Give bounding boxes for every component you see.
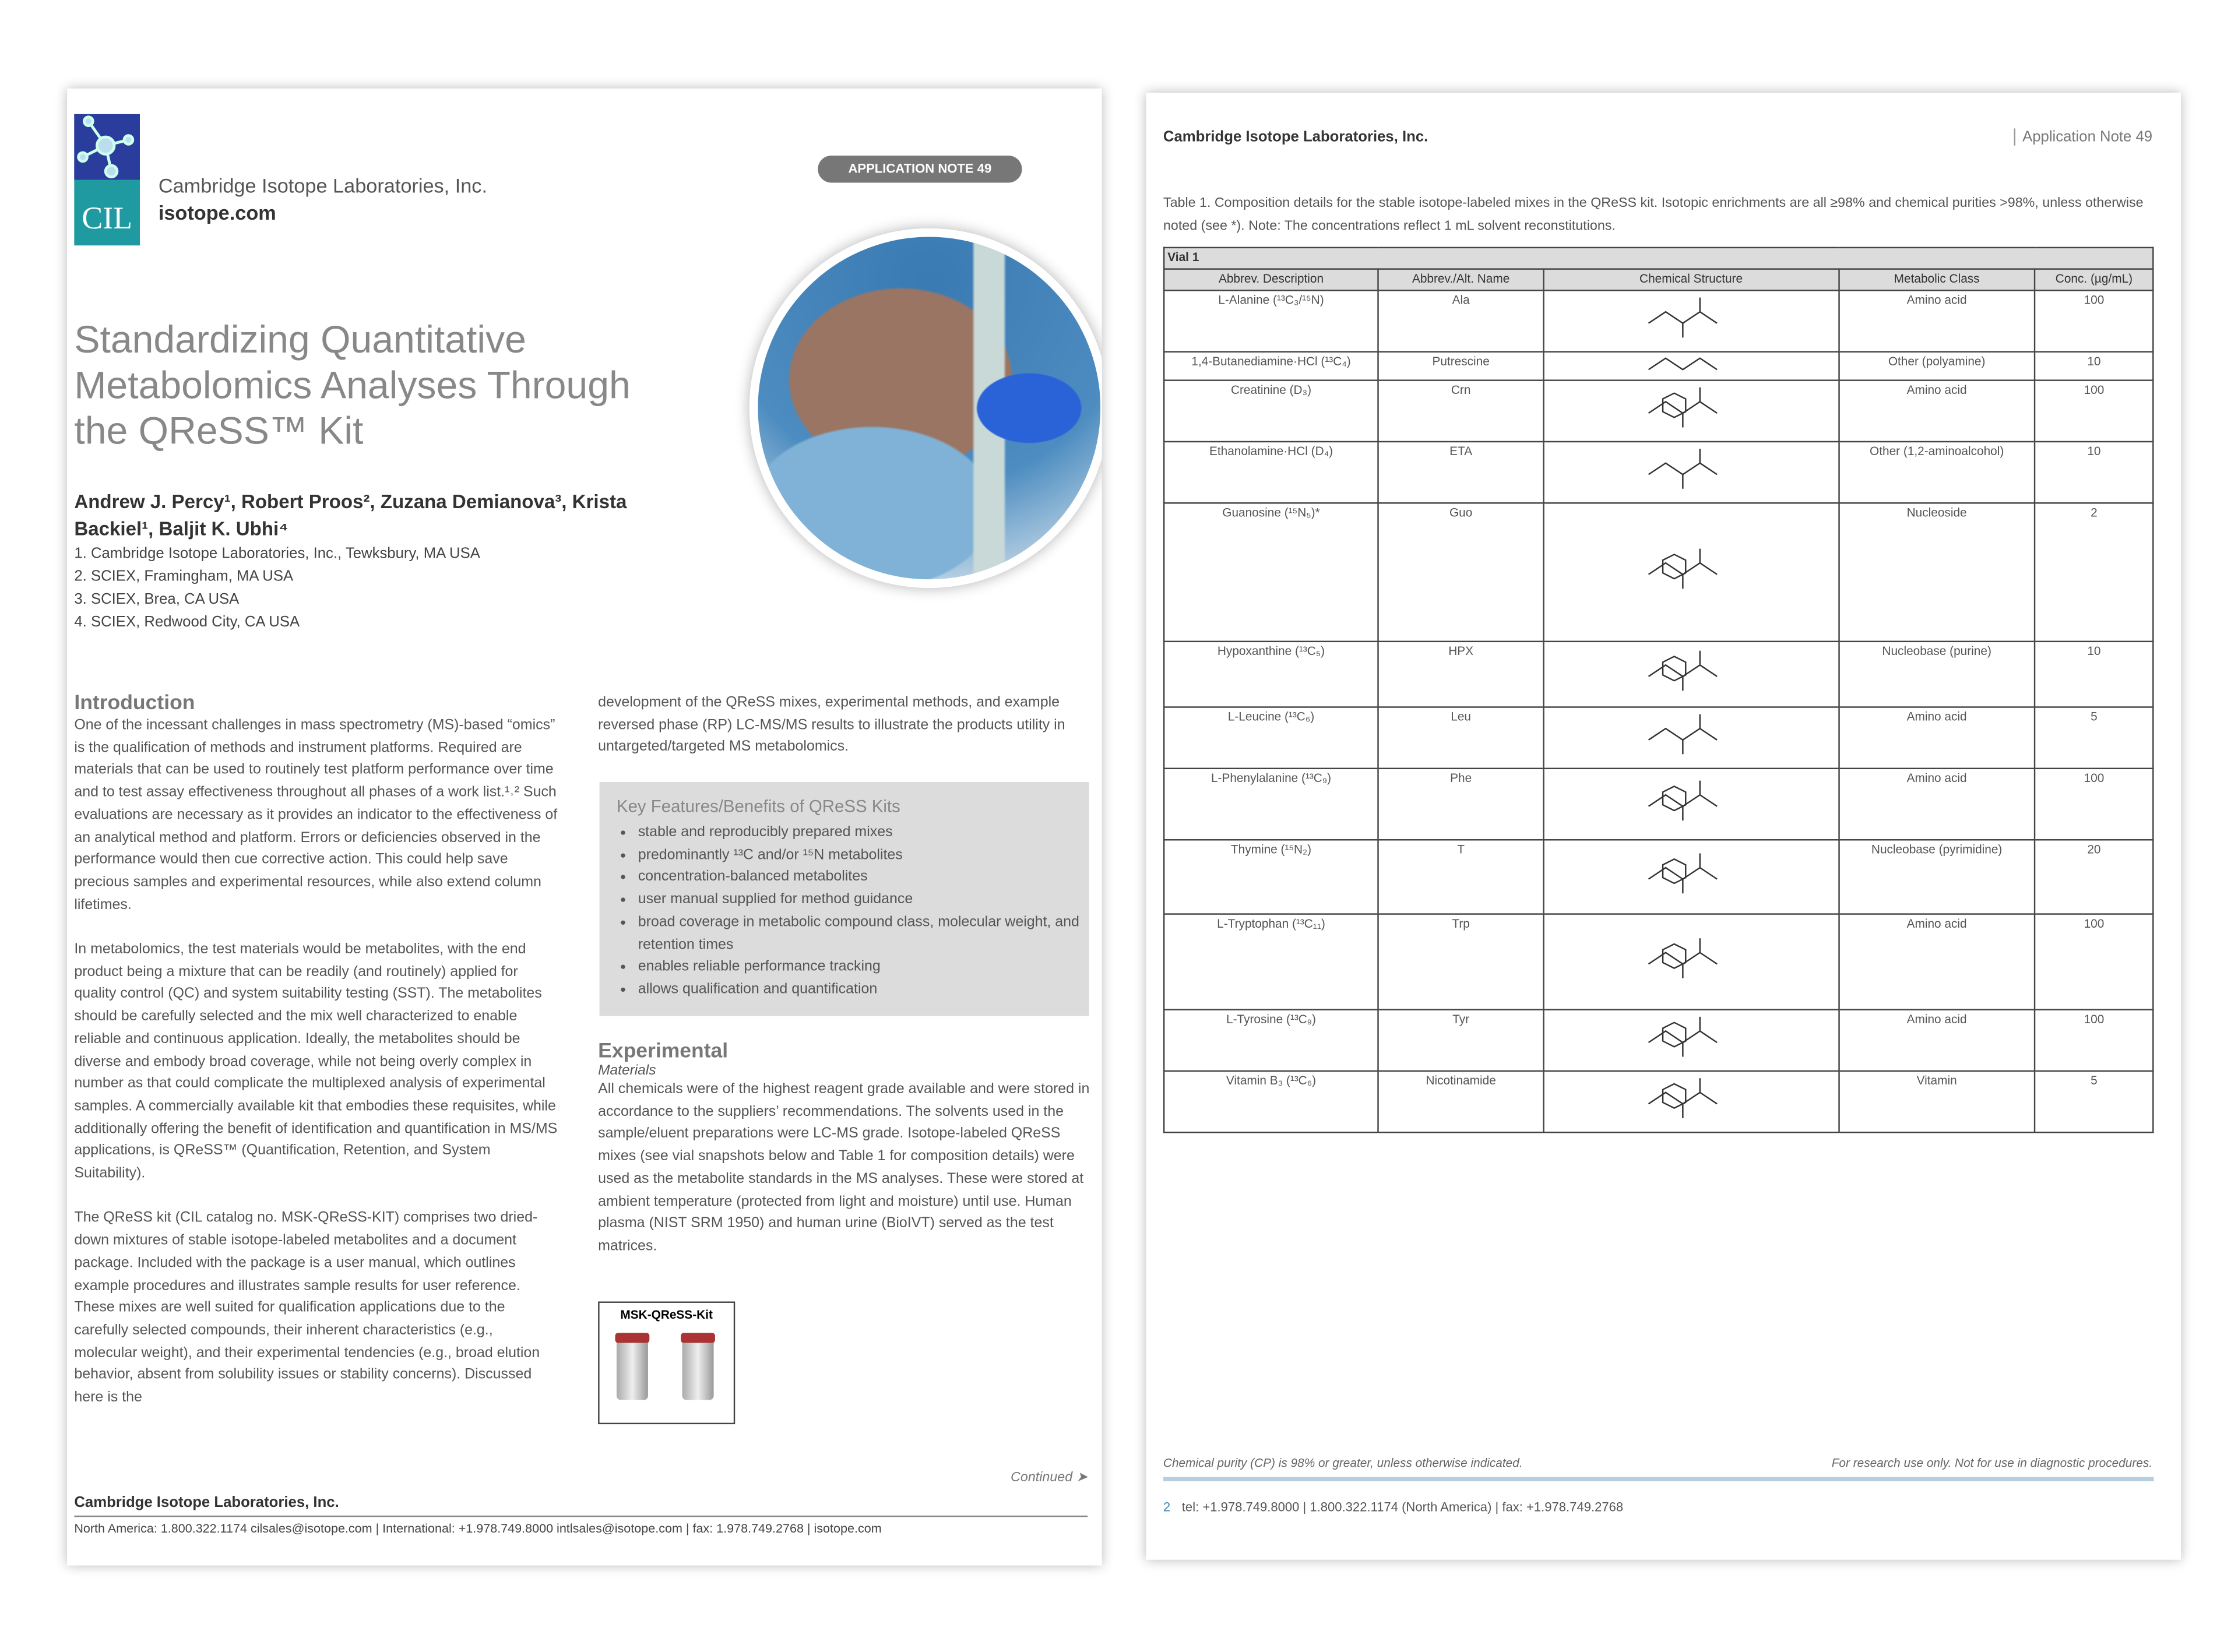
experimental-section xyxy=(598,1040,1090,1258)
cell-desc: Creatinine (D₃) xyxy=(1164,381,1378,442)
cell-desc: L-Leucine (¹³C₆) xyxy=(1164,707,1378,768)
cell-desc: L-Phenylalanine (¹³C₉) xyxy=(1164,769,1378,840)
cell-conc: 100 xyxy=(2035,914,2153,1010)
cell-cls: Other (1,2-aminoalcohol) xyxy=(1839,442,2035,503)
column-header: Chemical Structure xyxy=(1543,269,1838,291)
cell-abbr: Leu xyxy=(1378,707,1544,768)
table-row xyxy=(1164,290,2153,351)
cell-desc: L-Tryptophan (¹³C₁₁) xyxy=(1164,914,1378,1010)
cell-structure xyxy=(1543,503,1838,642)
table-row xyxy=(1164,442,2153,503)
cell-desc: L-Tyrosine (¹³C₉) xyxy=(1164,1010,1378,1071)
cell-cls: Amino acid xyxy=(1839,914,2035,1010)
document-page-2 xyxy=(1146,93,2181,1560)
cell-abbr: ETA xyxy=(1378,442,1544,503)
materials-text: All chemicals were of the highest reagent grade available and were stored in accordance to the suppliers’ recommendations. The solvents used in the sample/eluent preparations were LC-MS grade. Isotope-labeled QReSS mixes (see vial snapshots below and Table 1 for composition details) were used as the metabolite standards in the MS analyses. These were stored at ambient temperature (protected from light and moisture) until use. Human plasma (NIST SRM 1950) and human urine (BioIVT) served as the test matrices. xyxy=(598,1082,1090,1255)
cell-cls: Vitamin xyxy=(1839,1071,2035,1132)
contact-text: tel: +1.978.749.8000 | 1.800.322.1174 (North America) | fax: +1.978.749.2768 xyxy=(1181,1499,1624,1514)
key-features-box xyxy=(600,782,1089,1016)
company-name: Cambridge Isotope Laboratories, Inc. xyxy=(158,174,487,197)
cell-cls: Nucleoside xyxy=(1839,503,2035,642)
footer-divider xyxy=(74,1516,1088,1517)
paragraph: The QReSS kit (CIL catalog no. MSK-QReSS-KIT) comprises two dried-down mixtures of stable isotope-labeled metabolites and a document package. Included with the package is a user manual, which outlines example procedures and illustrates sample results for user reference. These mixes are well suited for qualification applications due to the carefully selected compounds, their inherent characteristics (e.g., molecular weight), and their experimental tendencies (e.g., broad elution behavior, absent from solubility issues or stability concerns). Discussed here is the xyxy=(74,1210,540,1406)
continued-label: Continued ➤ xyxy=(1011,1470,1088,1486)
cell-conc: 5 xyxy=(2035,707,2153,768)
website-link[interactable]: isotope.com xyxy=(158,201,276,224)
table-row xyxy=(1164,707,2153,768)
key-features-title: Key Features/Benefits of QReSS Kits xyxy=(616,796,900,816)
table-row xyxy=(1164,381,2153,442)
molecule-icon xyxy=(74,114,140,180)
kit-label: MSK-QReSS-Kit xyxy=(620,1307,713,1322)
kit-vials-image xyxy=(598,1301,735,1424)
cell-cls: Other (polyamine) xyxy=(1839,352,2035,381)
chemical-structure-icon xyxy=(1634,354,1748,374)
chemical-structure-icon xyxy=(1634,505,1748,632)
affiliations xyxy=(74,543,480,634)
cell-abbr: Nicotinamide xyxy=(1378,1071,1544,1132)
chemical-structure-icon xyxy=(1634,643,1748,698)
cell-cls: Amino acid xyxy=(1839,381,2035,442)
cell-structure xyxy=(1543,1010,1838,1071)
chemical-structure-icon xyxy=(1634,916,1748,1000)
table-caption: Table 1. Composition details for the stable isotope-labeled mixes in the QReSS kit. Isotopic enrichments are all ≥98% and chemical purities >98%, unless otherwise noted (see *). Note: The concentrations reflect 1 mL solvent reconstitutions. xyxy=(1163,195,2144,234)
cell-structure xyxy=(1543,290,1838,351)
experimental-heading: Experimental xyxy=(598,1040,729,1063)
affiliation: 1. Cambridge Isotope Laboratories, Inc., Tewksbury, MA USA xyxy=(74,545,480,562)
footnote-purity: Chemical purity (CP) is 98% or greater, unless otherwise indicated. xyxy=(1163,1455,1523,1470)
header-company: Cambridge Isotope Laboratories, Inc. xyxy=(1163,128,1428,146)
header-note: Application Note 49 xyxy=(2014,128,2152,145)
cil-logo xyxy=(74,114,140,245)
cell-desc: Hypoxanthine (¹³C₅) xyxy=(1164,642,1378,707)
cell-conc: 100 xyxy=(2035,381,2153,442)
cell-structure xyxy=(1543,381,1838,442)
footer-company: Cambridge Isotope Laboratories, Inc. xyxy=(74,1494,339,1512)
cell-cls: Amino acid xyxy=(1839,769,2035,840)
intro-continued: development of the QReSS mixes, experimental methods, and example reversed phase (RP) LC-MS/MS results to illustrate the products utility in untargeted/targeted MS metabolomics. xyxy=(598,695,1065,756)
feature-item: • broad coverage in metabolic compound class, molecular weight, and retention times xyxy=(638,911,1089,956)
table-row xyxy=(1164,1071,2153,1132)
feature-item: • user manual supplied for method guidance xyxy=(638,889,1089,911)
cell-conc: 5 xyxy=(2035,1071,2153,1132)
application-note-badge: APPLICATION NOTE 49 xyxy=(818,156,1022,183)
vial-group-header: Vial 1 xyxy=(1164,248,2153,269)
paragraph: In metabolomics, the test materials would be metabolites, with the end product being a mixture that can be readily (and routinely) applied for quality control (QC) and system suitability testing (SST). The metabolites should be carefully selected and the mix well characterized to enable reliable and continuous application. Ideally, the metabolites should be diverse and embody broad coverage, while not being overly complex in number as that could complicate the multiplexed analysis of experimental samples. A commercially available kit that embodies these requisites, while additionally offering the benefit of identification and quantification in MS/MS applications, is QReSS™ (Quantification, Retention, and System Suitability). xyxy=(74,942,558,1182)
chemical-structure-icon xyxy=(1634,770,1748,830)
feature-item: • allows qualification and quantification xyxy=(638,979,1089,1001)
column-header: Conc. (µg/mL) xyxy=(2035,269,2153,291)
cell-structure xyxy=(1543,914,1838,1010)
cell-conc: 10 xyxy=(2035,642,2153,707)
cell-desc: L-Alanine (¹³C₃/¹⁵N) xyxy=(1164,290,1378,351)
cell-cls: Amino acid xyxy=(1839,1010,2035,1071)
chemical-structure-icon xyxy=(1634,842,1748,905)
cell-structure xyxy=(1543,707,1838,768)
cell-conc: 100 xyxy=(2035,290,2153,351)
table-row xyxy=(1164,352,2153,381)
cell-desc: Vitamin B₃ (¹³C₆) xyxy=(1164,1071,1378,1132)
cell-abbr: Phe xyxy=(1378,769,1544,840)
affiliation: 3. SCIEX, Brea, CA USA xyxy=(74,590,240,608)
cell-conc: 10 xyxy=(2035,442,2153,503)
cell-abbr: T xyxy=(1378,840,1544,914)
table-row xyxy=(1164,642,2153,707)
cell-conc: 2 xyxy=(2035,503,2153,642)
cell-structure xyxy=(1543,642,1838,707)
table-row xyxy=(1164,840,2153,914)
scientist-photo xyxy=(749,228,1102,588)
cell-structure xyxy=(1543,352,1838,381)
introduction-section xyxy=(74,692,560,1432)
cell-conc: 10 xyxy=(2035,352,2153,381)
footnote-research-use: For research use only. Not for use in diagnostic procedures. xyxy=(1831,1455,2153,1470)
cell-structure xyxy=(1543,840,1838,914)
cell-abbr: Trp xyxy=(1378,914,1544,1010)
chemical-structure-icon xyxy=(1634,1012,1748,1062)
vial-icon xyxy=(617,1337,648,1400)
chemical-structure-icon xyxy=(1634,382,1748,432)
chemical-structure-icon xyxy=(1634,444,1748,494)
affiliation: 4. SCIEX, Redwood City, CA USA xyxy=(74,614,300,631)
cell-desc: Thymine (¹⁵N₂) xyxy=(1164,840,1378,914)
materials-subheading: Materials xyxy=(598,1063,656,1079)
authors: Andrew J. Percy¹, Robert Proos², Zuzana Demianova³, Krista Backiel¹, Baljit K. Ubhi⁴ xyxy=(74,491,627,540)
cell-conc: 100 xyxy=(2035,769,2153,840)
table-row xyxy=(1164,769,2153,840)
cell-structure xyxy=(1543,769,1838,840)
chemical-structure-icon xyxy=(1634,1073,1748,1123)
footer-divider xyxy=(1163,1477,2154,1481)
feature-item: • concentration-balanced metabolites xyxy=(638,867,1089,889)
chemical-structure-icon xyxy=(1634,709,1748,759)
footer-contact xyxy=(1163,1500,1623,1514)
cell-abbr: Tyr xyxy=(1378,1010,1544,1071)
cell-conc: 20 xyxy=(2035,840,2153,914)
page-number: 2 xyxy=(1163,1499,1171,1514)
column-header: Abbrev. Description xyxy=(1164,269,1378,291)
cell-structure xyxy=(1543,1071,1838,1132)
chemical-structure-icon xyxy=(1634,293,1748,343)
feature-item: • stable and reproducibly prepared mixes xyxy=(638,822,1089,844)
affiliation: 2. SCIEX, Framingham, MA USA xyxy=(74,568,294,586)
footer-contact: North America: 1.800.322.1174 cilsales@isotope.com | International: +1.978.749.8000 intlsales@isotope.com | fax: 1.978.749.2768 | isotope.com xyxy=(74,1521,882,1536)
cell-cls: Amino acid xyxy=(1839,290,2035,351)
feature-item: • predominantly ¹³C and/or ¹⁵N metabolites xyxy=(638,844,1089,866)
document-page-1 xyxy=(67,89,1102,1566)
logo-text: CIL xyxy=(82,199,133,236)
composition-table xyxy=(1163,247,2154,1133)
cell-cls: Nucleobase (purine) xyxy=(1839,642,2035,707)
introduction-heading: Introduction xyxy=(74,692,195,715)
cell-conc: 100 xyxy=(2035,1010,2153,1071)
feature-item: • enables reliable performance tracking xyxy=(638,956,1089,978)
cell-desc: Ethanolamine·HCl (D₄) xyxy=(1164,442,1378,503)
cell-desc: Guanosine (¹⁵N₅)* xyxy=(1164,503,1378,642)
cell-abbr: Guo xyxy=(1378,503,1544,642)
cell-abbr: HPX xyxy=(1378,642,1544,707)
paragraph: One of the incessant challenges in mass spectrometry (MS)-based “omics” is the qualification of methods and instrument platforms. Required are materials that can be used to routinely test platform performance over time and to test assay effectiveness throughout all phases of a work list.¹˒² Such evaluations are necessary as it provides an indicator to the effectiveness of an analytical method and platform. Errors or deficiencies observed in the performance would then cue corrective action. This could help save precious samples and experimental resources, while also extend column lifetimes. xyxy=(74,717,558,913)
table-row xyxy=(1164,914,2153,1010)
cell-cls: Nucleobase (pyrimidine) xyxy=(1839,840,2035,914)
cell-structure xyxy=(1543,442,1838,503)
cell-abbr: Crn xyxy=(1378,381,1544,442)
table-row xyxy=(1164,503,2153,642)
cell-abbr: Putrescine xyxy=(1378,352,1544,381)
cell-desc: 1,4-Butanediamine·HCl (¹³C₄) xyxy=(1164,352,1378,381)
vial-icon xyxy=(682,1337,714,1400)
table-row xyxy=(1164,1010,2153,1071)
document-title: Standardizing Quantitative Metabolomics Analyses Through the QReSS™ Kit xyxy=(74,318,631,453)
column-header: Abbrev./Alt. Name xyxy=(1378,269,1544,291)
cell-abbr: Ala xyxy=(1378,290,1544,351)
column-header: Metabolic Class xyxy=(1839,269,2035,291)
cell-cls: Amino acid xyxy=(1839,707,2035,768)
